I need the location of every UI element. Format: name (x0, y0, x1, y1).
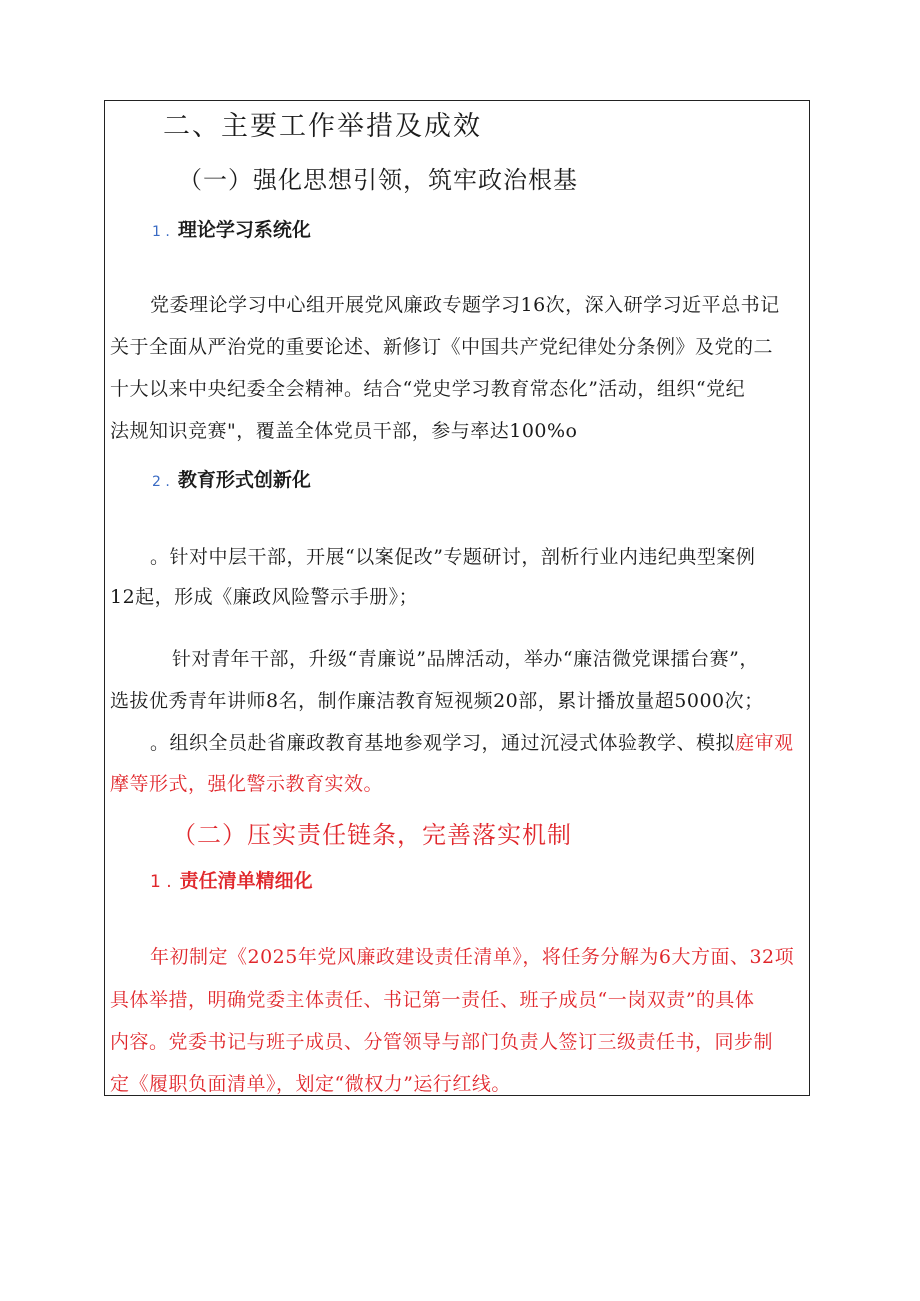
section-title: 二、主要工作举措及成效 (163, 111, 482, 142)
part1-item1-title: 理论学习系统化 (177, 219, 311, 241)
part1-heading: （一）强化思想引领，筑牢政治根基 (178, 166, 578, 194)
part1-item1-text-line: 关于全面从严治党的重要论述、新修订《中国共产党纪律处分条例》及党的二 (110, 336, 774, 358)
part2-item1-number: 1 . (150, 872, 172, 892)
part2-item1-heading (150, 866, 313, 893)
para3-red-text: 庭审观 (735, 732, 794, 754)
part2-item1-title: 责任清单精细化 (179, 870, 313, 892)
part1-item1-number: 1 . (152, 224, 170, 240)
part1-item2-para3-line (150, 728, 794, 755)
part2-item1-text-line: 年初制定《2025年党风廉政建设责任清单》，将任务分解为6大方面、32项 (150, 946, 795, 968)
part1-item2-number: 2 . (152, 474, 170, 490)
part1-item1-text-line: 法规知识竞赛"，覆盖全体党员干部，参与率达100%o (110, 420, 578, 442)
part2-item1-text-line: 内容。党委书记与班子成员、分管领导与部门负责人签订三级责任书，同步制 (110, 1031, 774, 1053)
part1-item1-text-line: 十大以来中央纪委全会精神。结合“党史学习教育常态化”活动，组织“党纪 (110, 378, 746, 400)
part1-item2-heading (152, 465, 311, 492)
part1-item2-title: 教育形式创新化 (177, 469, 311, 491)
part2-item1-text-line: 定《履职负面清单》，划定“微权力”运行红线。 (110, 1073, 511, 1095)
para3-black-text: 。组织全员赴省廉政教育基地参观学习，通过沉浸式体验教学、模拟 (150, 732, 736, 754)
part1-item1-heading (152, 215, 311, 242)
part2-item1-text-line: 具体举措，明确党委主体责任、书记第一责任、班子成员“一岗双责”的具体 (110, 989, 755, 1011)
part1-item2-para2-line: 选拔优秀青年讲师8名，制作廉洁教育短视频20部，累计播放量超5000次； (110, 690, 764, 712)
part1-item2-para2-line: 针对青年干部，升级“青廉说”品牌活动，举办“廉洁微党课擂台赛”， (172, 648, 759, 670)
part1-item2-para1-line: 。针对中层干部，开展“以案促改”专题研讨，剖析行业内违纪典型案例 (150, 546, 756, 568)
part2-heading: （二）压实责任链条，完善落实机制 (172, 821, 572, 849)
part1-item2-para1-line: 12起，形成《廉政风险警示手册》； (110, 586, 419, 608)
part1-item1-text-line: 党委理论学习中心组开展党风廉政专题学习16次，深入研学习近平总书记 (150, 294, 780, 316)
part1-item2-para3-line: 摩等形式，强化警示教育实效。 (110, 773, 384, 795)
